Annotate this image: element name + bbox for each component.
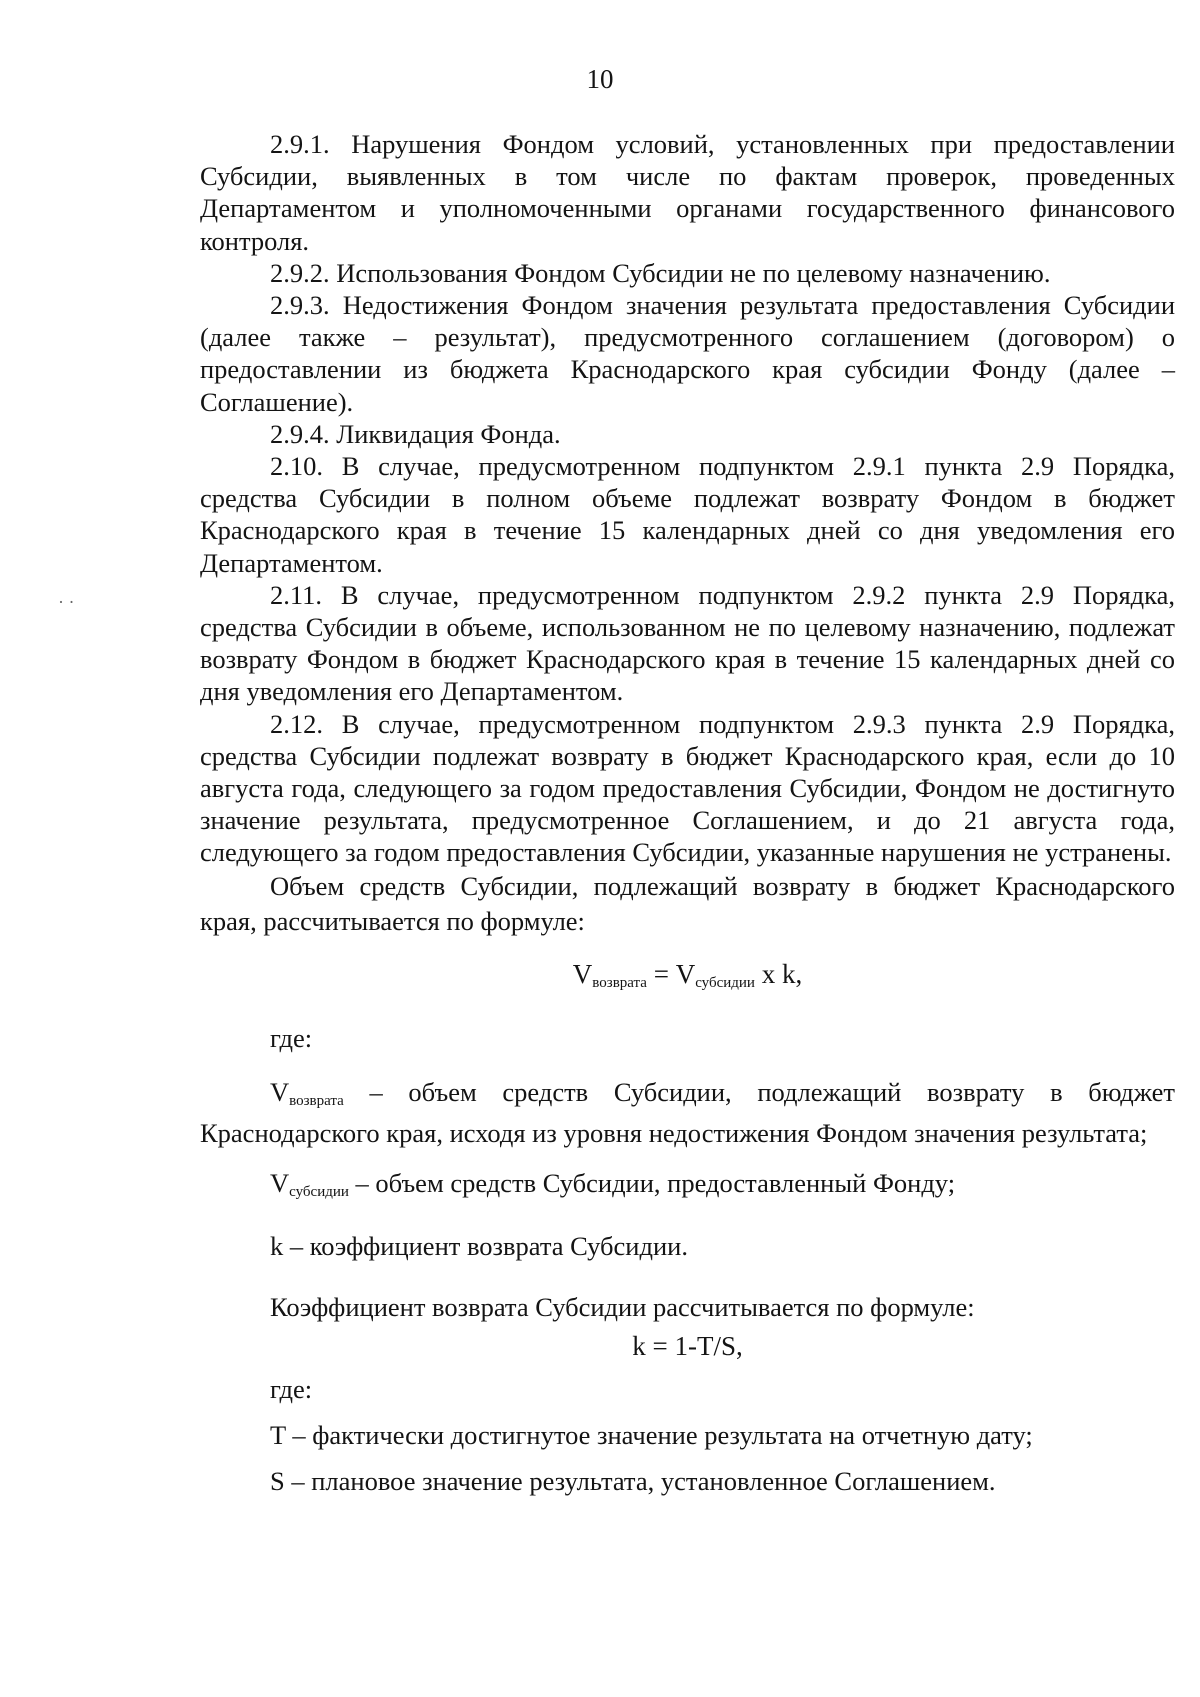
formula-coefficient: k = 1-T/S, xyxy=(632,1330,743,1361)
formula-sub-return: возврата xyxy=(592,974,647,991)
paragraph-2-12: 2.12. В случае, предусмотренном подпунктом 2.9.3 пункта 2.9 Порядка, средства Субсидии подлежат возврату в бюджет Краснодарского края, если до 10 августа года, следующего за годом предоставления Субсидии, Фондом не достигнуто значение результата, предусмотренное Соглашением, и до 21 августа года, следующего за годом предоставления Субсидии, указанные нарушения не устранены. xyxy=(200,708,1175,868)
def-v2: V xyxy=(270,1168,290,1199)
volume-intro: Объем средств Субсидии, подлежащий возврату в бюджет Краснодарского края, рассчитывается по формуле: xyxy=(200,870,1175,936)
formula-sub-subsidy: субсидии xyxy=(695,974,755,991)
paragraph-2-9-2: 2.9.2. Использования Фондом Субсидии не по целевому назначению. xyxy=(270,257,1051,288)
formula-v: V xyxy=(572,958,593,989)
where-label-2: где: xyxy=(270,1373,313,1404)
where-label-1: где: xyxy=(270,1022,313,1053)
paragraph-2-9-3: 2.9.3. Недостижения Фондом значения результата предоставления Субсидии (далее также – результат), предусмотренного соглашением (договором) о предоставлении из бюджета Краснодарского края субсидии Фонду (далее – Соглашение). xyxy=(200,290,1175,417)
def-v: V xyxy=(270,1076,290,1107)
definition-v-return xyxy=(200,1076,1175,1149)
margin-mark: · · xyxy=(58,592,75,612)
definition-v-subsidy xyxy=(200,1167,1175,1208)
paragraph-2-9-4: 2.9.4. Ликвидация Фонда. xyxy=(270,418,561,449)
formula-eq: = xyxy=(646,958,676,989)
def-sub-return: возврата xyxy=(289,1092,344,1109)
definition-k: k – коэффициент возврата Субсидии. xyxy=(270,1231,688,1262)
body-text xyxy=(200,128,1175,1498)
coefficient-intro: Коэффициент возврата Субсидии рассчитывается по формуле: xyxy=(270,1291,975,1322)
def-v-return-text: – объем средств Субсидии, подлежащий возврату в бюджет Краснодарского края, исходя из уровня недостижения Фондом значения результата; xyxy=(200,1076,1175,1149)
paragraph-2-9-1: 2.9.1. Нарушения Фондом условий, установленных при предоставлении Субсидии, выявленных в том числе по фактам проверок, проведенных Департаментом и уполномоченными органами государственного финансового контроля. xyxy=(200,129,1175,256)
definition-t: T – фактически достигнутое значение результата на отчетную дату; xyxy=(270,1420,1033,1451)
formula-volume-return xyxy=(200,957,1175,1000)
paragraph-2-11: 2.11. В случае, предусмотренном подпунктом 2.9.2 пункта 2.9 Порядка, средства Субсидии в объеме, использованном не по целевому назначению, подлежат возврату Фондом в бюджет Краснодарского края в течение 15 календарных дней со дня уведомления его Департаментом. xyxy=(200,579,1175,707)
paragraph-2-10: 2.10. В случае, предусмотренном подпунктом 2.9.1 пункта 2.9 Порядка, средства Субсидии в полном объеме подлежат возврату Фондом в бюджет Краснодарского края в течение 15 календарных дней со дня уведомления его Департаментом. xyxy=(200,451,1175,578)
formula-v2: V xyxy=(675,958,696,989)
page-number: 10 xyxy=(586,64,614,94)
definition-s: S – плановое значение результата, установленное Соглашением. xyxy=(270,1466,996,1497)
formula-tail: x k, xyxy=(754,958,803,989)
def-sub-subsidy: субсидии xyxy=(289,1184,349,1201)
def-v-subsidy-text: – объем средств Субсидии, предоставленный Фонду; xyxy=(348,1168,956,1199)
